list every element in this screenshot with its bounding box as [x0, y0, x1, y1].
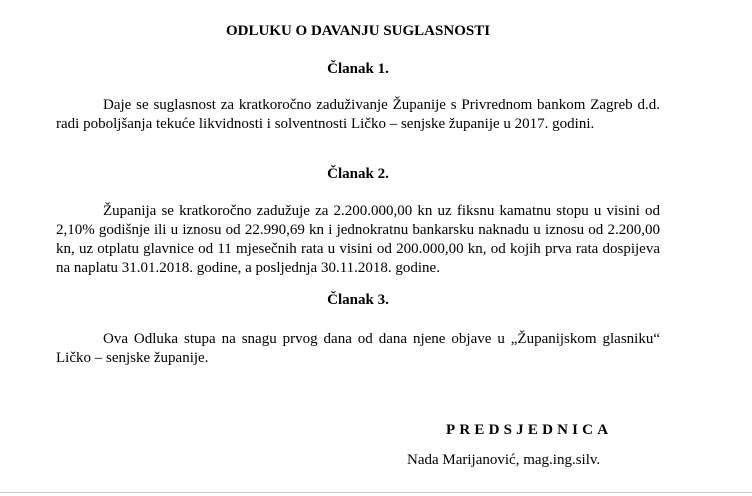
- article-3-heading: Članak 3.: [327, 292, 389, 308]
- document-title: ODLUKU O DAVANJU SUGLASNOSTI: [225, 23, 491, 39]
- signature-title: PREDSJEDNICA: [446, 422, 613, 438]
- article-2-text: Županija se kratkoročno zadužuje za 2.200.000,00 kn uz fiksnu kamatnu stopu u visini od 2,10% godišnje ili u iznosu od 22.990,69 kn i jednokratnu bankarsku naknadu u iznosu od 2.200,00 kn, uz otplatu glavnice od 11 mjesečnih rata u visini od 200.000,00 kn, od kojih prva rata dospijeva na naplatu 31.01.2018. godine, a posljednja 30.11.2018. godine.: [56, 203, 660, 276]
- article-1-heading: Članak 1.: [327, 61, 389, 77]
- article-1-text: Daje se suglasnost za kratkoročno zaduživanje Županije s Privrednom bankom Zagreb d.d. radi poboljšanja tekuće likvidnosti i solventnosti Ličko – senjske županije u 2017. godini.: [56, 97, 660, 132]
- page-bottom-divider: [0, 492, 752, 493]
- article-2-heading: Članak 2.: [327, 166, 389, 182]
- signature-name: Nada Marijanović, mag.ing.silv.: [407, 452, 601, 468]
- article-3-text: Ova Odluka stupa na snagu prvog dana od dana njene objave u „Županijskom glasniku“ Ličko – senjske županije.: [56, 331, 660, 366]
